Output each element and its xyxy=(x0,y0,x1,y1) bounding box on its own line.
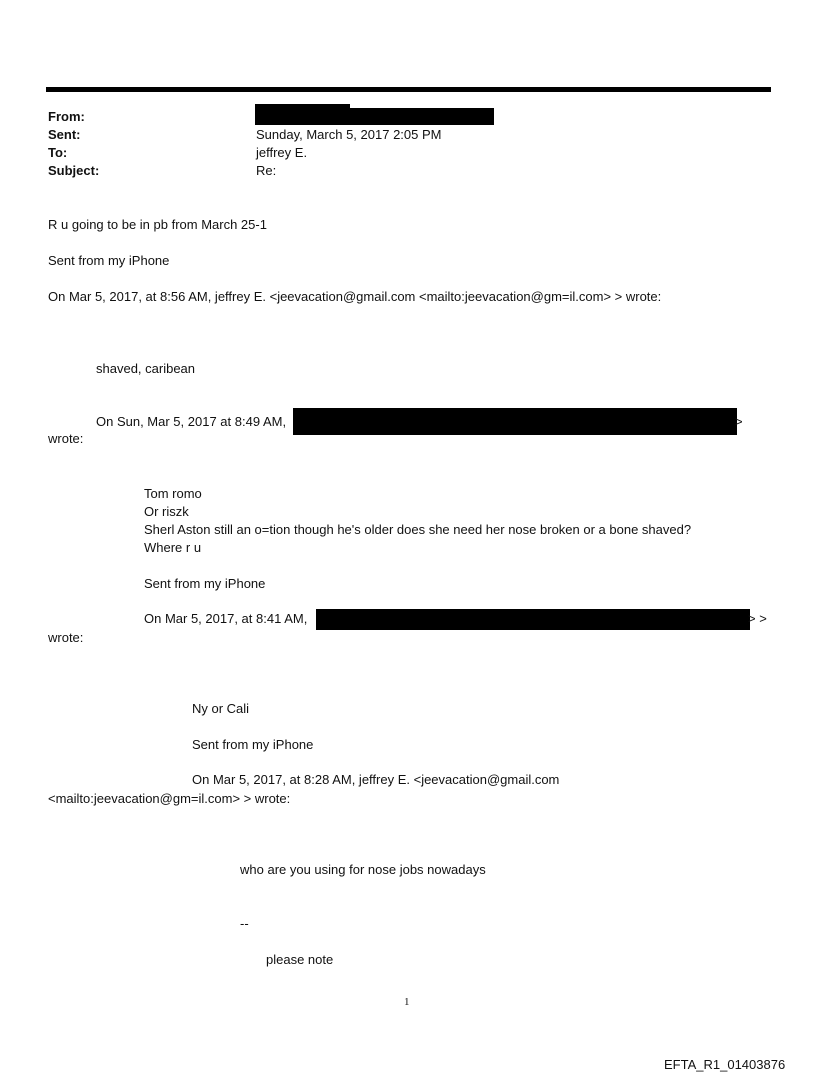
quoted-text: shaved, caribean xyxy=(96,361,196,376)
quote-header: On Sun, Mar 5, 2017 at 8:49 AM, xyxy=(96,414,287,429)
quote-header: On Mar 5, 2017, at 8:28 AM, jeffrey E. <jeevacation@gmail.com xyxy=(192,772,560,787)
to-label: To: xyxy=(48,145,68,160)
header-rule xyxy=(46,87,771,92)
redaction-from xyxy=(255,108,494,125)
quoted-text: please note xyxy=(266,952,334,967)
quoted-text: who are you using for nose jobs nowadays xyxy=(240,862,486,877)
quoted-text: Tom romo xyxy=(144,486,202,501)
to-value: jeffrey E. xyxy=(256,145,308,160)
quote-header: On Mar 5, 2017, at 8:41 AM, xyxy=(144,611,308,626)
body-line: R u going to be in pb from March 25-1 xyxy=(48,217,267,232)
quoted-text: Ny or Cali xyxy=(192,701,250,716)
quote-wrote: wrote: xyxy=(48,431,84,446)
from-label: From: xyxy=(48,109,85,124)
redaction-sender xyxy=(293,408,737,435)
subject-value: Re: xyxy=(256,163,277,178)
quote-wrote: wrote: xyxy=(48,630,84,645)
page-number: 1 xyxy=(404,996,410,1008)
quoted-signature: Sent from my iPhone xyxy=(144,576,266,591)
subject-label: Subject: xyxy=(48,163,100,178)
document-id: EFTA_R1_01403876 xyxy=(664,1057,786,1072)
quoted-text: Or riszk xyxy=(144,504,189,519)
quoted-signature: Sent from my iPhone xyxy=(192,737,314,752)
sent-value: Sunday, March 5, 2017 2:05 PM xyxy=(256,127,442,142)
sent-label: Sent: xyxy=(48,127,81,142)
quoted-text: Where r u xyxy=(144,540,202,555)
quote-header: On Mar 5, 2017, at 8:56 AM, jeffrey E. <jeevacation@gmail.com <mailto:jeevacation@gm=il.com> > wrote: xyxy=(48,289,662,304)
body-signature: Sent from my iPhone xyxy=(48,253,170,268)
quoted-text: Sherl Aston still an o=tion though he's older does she need her nose broken or a bone shaved? xyxy=(144,522,692,537)
quote-header-suffix: > > xyxy=(748,611,767,626)
quote-header-suffix: > xyxy=(735,414,743,429)
quote-header-continued: <mailto:jeevacation@gm=il.com> > wrote: xyxy=(48,791,291,806)
redaction-sender xyxy=(316,609,750,630)
quoted-dash: -- xyxy=(240,916,249,931)
